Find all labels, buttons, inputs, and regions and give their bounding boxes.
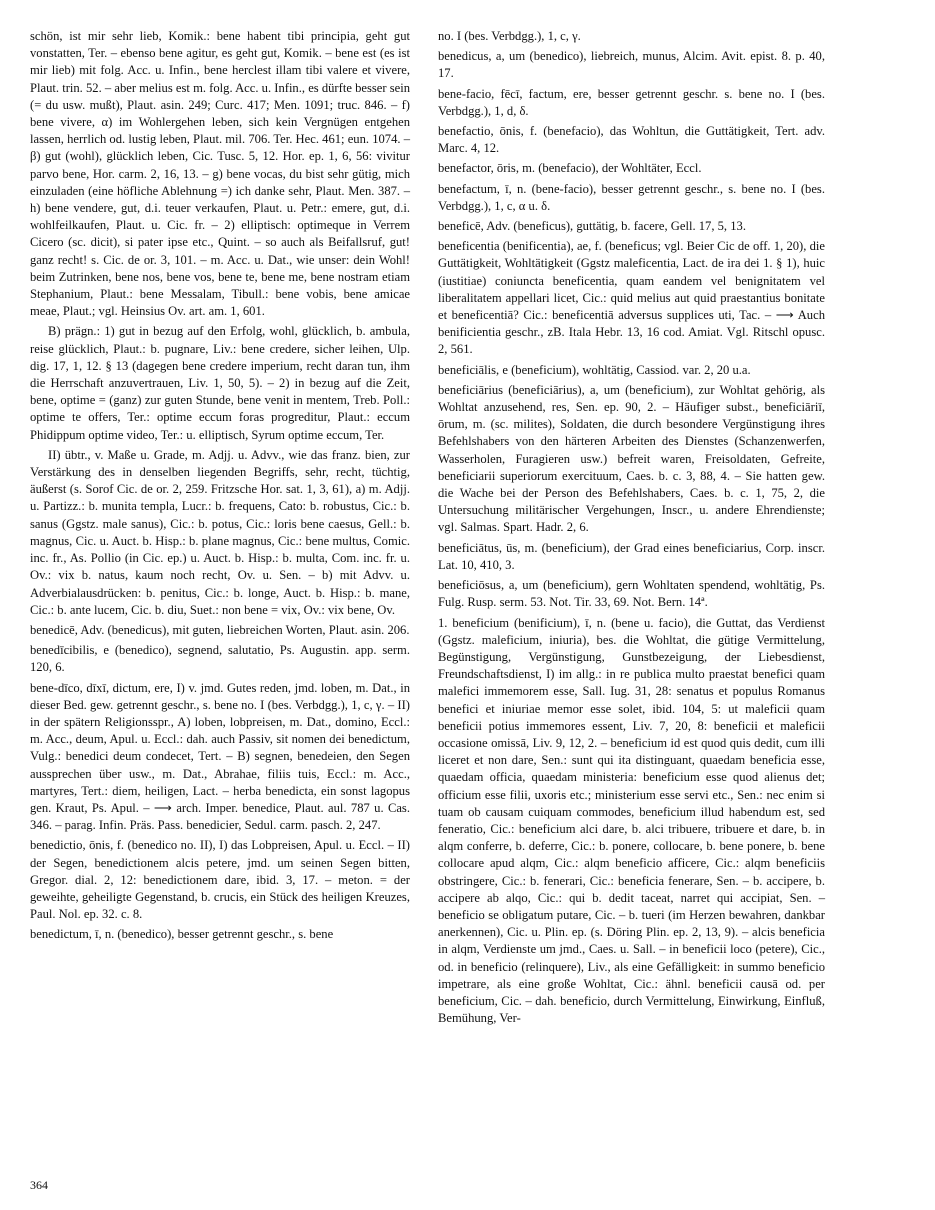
entry-beneficiosus: beneficiōsus, a, um (beneficium), gern Wohltaten spendend, wohltätig, Ps. Fulg. Rusp. serm. 53. Not. Tir. 33, 69. Not. Bern. 14ª. xyxy=(438,578,825,610)
entry-beneficiatus: beneficiātus, ūs, m. (beneficium), der Grad eines beneficiarius, Corp. inscr. Lat. 10, 410, 3. xyxy=(438,540,825,572)
entry-bene-b: B) prägn.: 1) gut in bezug auf den Erfolg, wohl, glücklich, b. ambula, reise glücklich, Plaut.: b. pugnare, Liv.: bene credere, sicher leihen, Ulp. dig. 17, 1, 12. § 13 (dagegen bene credere imperium, recht daran tun, ihm die Herrschaft anzuvertrauen, Liv. 1, 50, 5). – 2) in bezug auf die Zeit, bene, optime = (ganz) zur guten Stunde, bene venit in mentem, Treb. Poll.: optime te offers, Ter.: optime eccum foras progreditur, Plaut.: eccum Phidippum optime video, Ter.: u. elliptisch, Syrum optime eccum, Ter. xyxy=(30,324,410,442)
entry-bene-dico: bene-dīco, dīxī, dictum, ere, I) v. jmd. Gutes reden, jmd. loben, m. Dat., in dieser Bed. gew. getrennt geschr., s. bene no. I (bes. Verbdgg.), 1, c, γ. – II) in der spätern Religionsspr., A) loben, lobpreisen, m. Dat., domino, Eccl.: m. Acc., deum, Apul. u. Eccl.: dah. auch Passiv, sit nomen dei benedictum, Vulg.: benedici deum condecet, Tert. – B) segnen, benedeien, den Segen aussprechen über usw., m. Dat., Abrahae, filiis tuis, Eccl.: m. Acc., martyres, Tert.: diem, heiligen, Lact. – herba benedicta, ein sonst lagopus gen. Kraut, Ps. Apul. – ⟶ arch. Imper. benedice, Plaut. aul. 787 u. Cas. 346. – parag. Infin. Präs. Pass. benedicier, Sedul. carm. pasch. 2, 247. xyxy=(30,680,410,833)
page-number: 364 xyxy=(30,1178,48,1192)
entry-benefactor: benefactor, ōris, m. (benefacio), der Wohltäter, Eccl. xyxy=(438,161,702,176)
entry-beneficium: 1. beneficium (benificium), ī, n. (bene u. facio), die Guttat, das Verdienst (Ggstz. maleficium, iniuria), bes. die Wohltat, die gütige Vermittelung, Begünstigung, Vergünstigung, Gunstbezeigung, der Liebesdienst, Freundschaftsdienst, I) im allg.: in re publica multo praestat benefici quam malefici immemorem esse, Sall. Iug. 31, 28: senatus et populus Romanus benefici et iniuriae memor esse solet, ibid. 104, 5: ut maleficii quam beneficii potius immemores essent, Liv. 7, 20, 8: beneficii et maleficii occasione omissā, Liv. 9, 12, 2. – beneficium id est quod quis dedit, cum illi liceret et non dare, Sen.: sunt qui ita distinguant, quaedam beneficia esse, quaedam officia, quaedam ministeria: beneficium esse quod alienus det; officium esse filii, uxoris etc.; ministerium esse servi etc., Sen.: nec enim si tuam ob causam cuiquam commodes, beneficium illud habendum est, sed feneratio, Cic.: beneficium alci dare, b. alci tribuere, tribuere et dare, b. in alqm conferre, b. deferre, Cic.: b. ponere, collocare, b. bene ponere, b. bene collocare apud alqm, Cic.: alqm beneficio afficere, Cic.: alqm beneficiis obstringere, Cic.: b. fenerari, Cic.: beneficia fenerare, Sen. – b. accipere, b. accipere ab alqo, Cic.: qui b. dedit taceat, narret qui accipiat, Sen. – beneficio se obligatum putare, Cic. – b. tueri (im Herzen bewahren, dankbar anerkennen), Cic. u. Plin. ep. (s. Döring Plin. ep. 2, 13, 9). – alcis beneficia in alqm, Verdienste um jmd., Caes. u. Sall. – in beneficii loco (petere), Cic., od. in beneficio (relinquere), Liv., als eine Gefälligkeit: in summo beneficio impetrare, als eine große Wohltat, Cic.: ähnl. beneficii causā od. per beneficium, Cic. – dah. beneficio, durch Vermittelung, Einwirkung, Einfluß, Bemühung, Ver- xyxy=(438,615,825,1026)
entry-benedice: benedicē, Adv. (benedicus), mit guten, liebreichen Worten, Plaut. asin. 206. xyxy=(30,622,410,637)
entry-beneficiarius: beneficiārius (beneficiārius), a, um (beneficium), zur Wohltat gehörig, als Wohltat anzusehend, res, Sen. ep. 90, 2. – Häufiger subst., beneficiāriī, ōrum, m. (sc. milites), Soldaten, die durch besondere Vergünstigung ihres Befehlshabers von den härteren Arbeiten des Dienstes (Schanzenwerfen, Wasserholen, Furagieren usw.) befreit waren, Freisoldaten, Gefreite, beneficiarii superiorum exercituum, Caes. b. c. 3, 88, 4. – Sie hatten gew. die Wache bei der Person des Befehlshabers, Caes. b. c. 1, 75, 2, die Untersuchung militärischer Vergehungen, Inscr., u. andere Ehrendienste; vgl. Salmas. Spart. Hadr. 2, 6. xyxy=(438,382,825,535)
entry-beneficialis: beneficiālis, e (beneficium), wohltätig, Cassiod. var. 2, 20 u.a. xyxy=(438,362,751,377)
entry-benefice: beneficē, Adv. (beneficus), guttätig, b. facere, Gell. 17, 5, 13. xyxy=(438,219,746,234)
entry-bene-ii: II) übtr., v. Maße u. Grade, m. Adjj. u. Advv., wie das franz. bien, zur Verstärkung des in denselben liegenden Begriffs, sehr, recht, tüchtig, äußerst (s. Sorof Cic. de or. 2, 259. Fritzsche Hor. sat. 1, 3, 61), a) m. Adjj. u. Partizz.: b. munita templa, Lucr.: b. frequens, Cato: b. robustus, Cic.: b. sanus (Ggstz. male sanus), Cic.: b. potus, Cic.: loris bene caesus, Gell.: b. magnus, Cic. u. Auct. b. Hisp.: b. plane magnus, Cic.: bene multus, Comic. inc. fr., As. Pollio (in Cic. ep.) u. Auct. b. Hisp.: b. multa, Com. inc. fr. u. Ov.: vix b. natus, kaum noch recht, Ov. u. Sen. – b) mit Advv. u. Adverbialausdrücken: b. penitus, Cic.: b. longe, Auct. b. Hisp.: b. mane, Cic.: b. ante lucem, Cic. b. diu, Suet.: non bene = vix, Ov.: vix bene, Ov. xyxy=(30,447,410,617)
entry-benedictio: benedictio, ōnis, f. (benedico no. II), I) das Lobpreisen, Apul. u. Eccl. – II) der Segen, benedictionem alcis petere, jmd. um seinen Segen bitten, Gregor. dial. 2, 12: benedictionem dare, ibid. 3, 17. – meton. = der geweihte, geheiligte Gegenstand, b. crucis, ein Stück des heiligen Kreuzes, Paul. Nol. ep. 32. c. 8. xyxy=(30,838,410,922)
entry-benefactio: benefactio, ōnis, f. (benefacio), das Wohltun, die Guttätigkeit, Tert. adv. Marc. 4, 12. xyxy=(438,124,825,156)
entry-benedictum: benedictum, ī, n. (benedico), besser getrennt geschr., s. bene xyxy=(30,927,334,942)
entry-benedicus: benedicus, a, um (benedico), liebreich, munus, Alcim. Avit. epist. 8. p. 40, 17. xyxy=(438,49,825,81)
entry-benefactum: benefactum, ī, n. (bene-facio), besser getrennt geschr., s. bene no. I (bes. Verbdgg.), 1, c, α u. δ. xyxy=(438,181,825,213)
entry-benedictum-cont: no. I (bes. Verbdgg.), 1, c, γ. xyxy=(438,29,581,43)
entry-beneficentia: beneficentia (benificentia), ae, f. (beneficus; vgl. Beier Cic de off. 1, 20), die Guttätigkeit, Wohltätigkeit (Ggstz maleficentia, Lact. de ira dei 1. § 1), huic (iustitiae) coniuncta beneficentia, quam eandem vel benignitatem vel liberalitatem appellari licet, Cic.: quid melius aut quid praestantius bonitate et beneficentiā? Cic.: beneficentiā adversus supplices uti, Tac. – ⟶ Auch benificientia geschr., zB. Itala Hebr. 13, 16 cod. Amiat. Vgl. Ritschl opusc. 2, 561. xyxy=(438,239,825,357)
left-column xyxy=(30,28,410,947)
right-column xyxy=(438,28,825,1030)
entry-bene-cont: schön, ist mir sehr lieb, Komik.: bene habent tibi principia, geht gut vonstatten, Ter. – ebenso bene agitur, es geht gut, Komik. – bene est (es ist mir lieb) mit folg. Acc. u. Infin., bene herclest illam tibi valere et vivere, Plaut. trin. 52. – aber melius est m. folg. Acc. u. Infin., es dürfte besser sein (= du usw. mußt), Plaut. asin. 249; Curc. 417; Men. 1091; truc. 846. – f) bene vivere, α) im Wohlergehen leben, sich kein Vergnügen entgehen lassen, herrlich od. lustig leben, Plaut. mil. 706. Ter. Hec. 461; eun. 1074. – β) gut (wohl), glücklich leben, Cic. Tusc. 5, 12. Hor. ep. 1, 6, 56: vivitur parvo bene, Hor. carm. 2, 16, 13. – g) bene vocas, du bist sehr gütig, mich einzuladen (eine höfliche Ablehnung =) ich danke sehr, Plaut. Men. 387. – h) bene vendere, gut, d.i. teuer verkaufen, Plaut. u. Petr.: emere, gut, d.i. wohlfeilkaufen, Plaut. u. Cic. fr. – 2) elliptisch: optimeque in Verrem Cicero (sc. dicit), si pater ipse etc., Quint. – so auch als Beifallsruf, gut! ganz recht! s. Cic. de or. 3, 101. – m. Acc. u. Dat., wie unser: dein Wohl! beim Zutrinken, bene nos, bene vos, bene te, bene me, bene nostram etiam Stephanium, Plaut.: bene Messalam, Tibull.: bene vobis, bene amicae meae, Plaut.; vgl. Heinsius Ov. art. am. 1, 601. xyxy=(30,29,410,319)
entry-benedicibilis: benedīcibilis, e (benedico), segnend, salutatio, Ps. Augustin. app. serm. 120, 6. xyxy=(30,643,410,675)
entry-bene-facio: bene-facio, fēcī, factum, ere, besser getrennt geschr. s. bene no. I (bes. Verbdgg.), 1, d, δ. xyxy=(438,86,825,118)
